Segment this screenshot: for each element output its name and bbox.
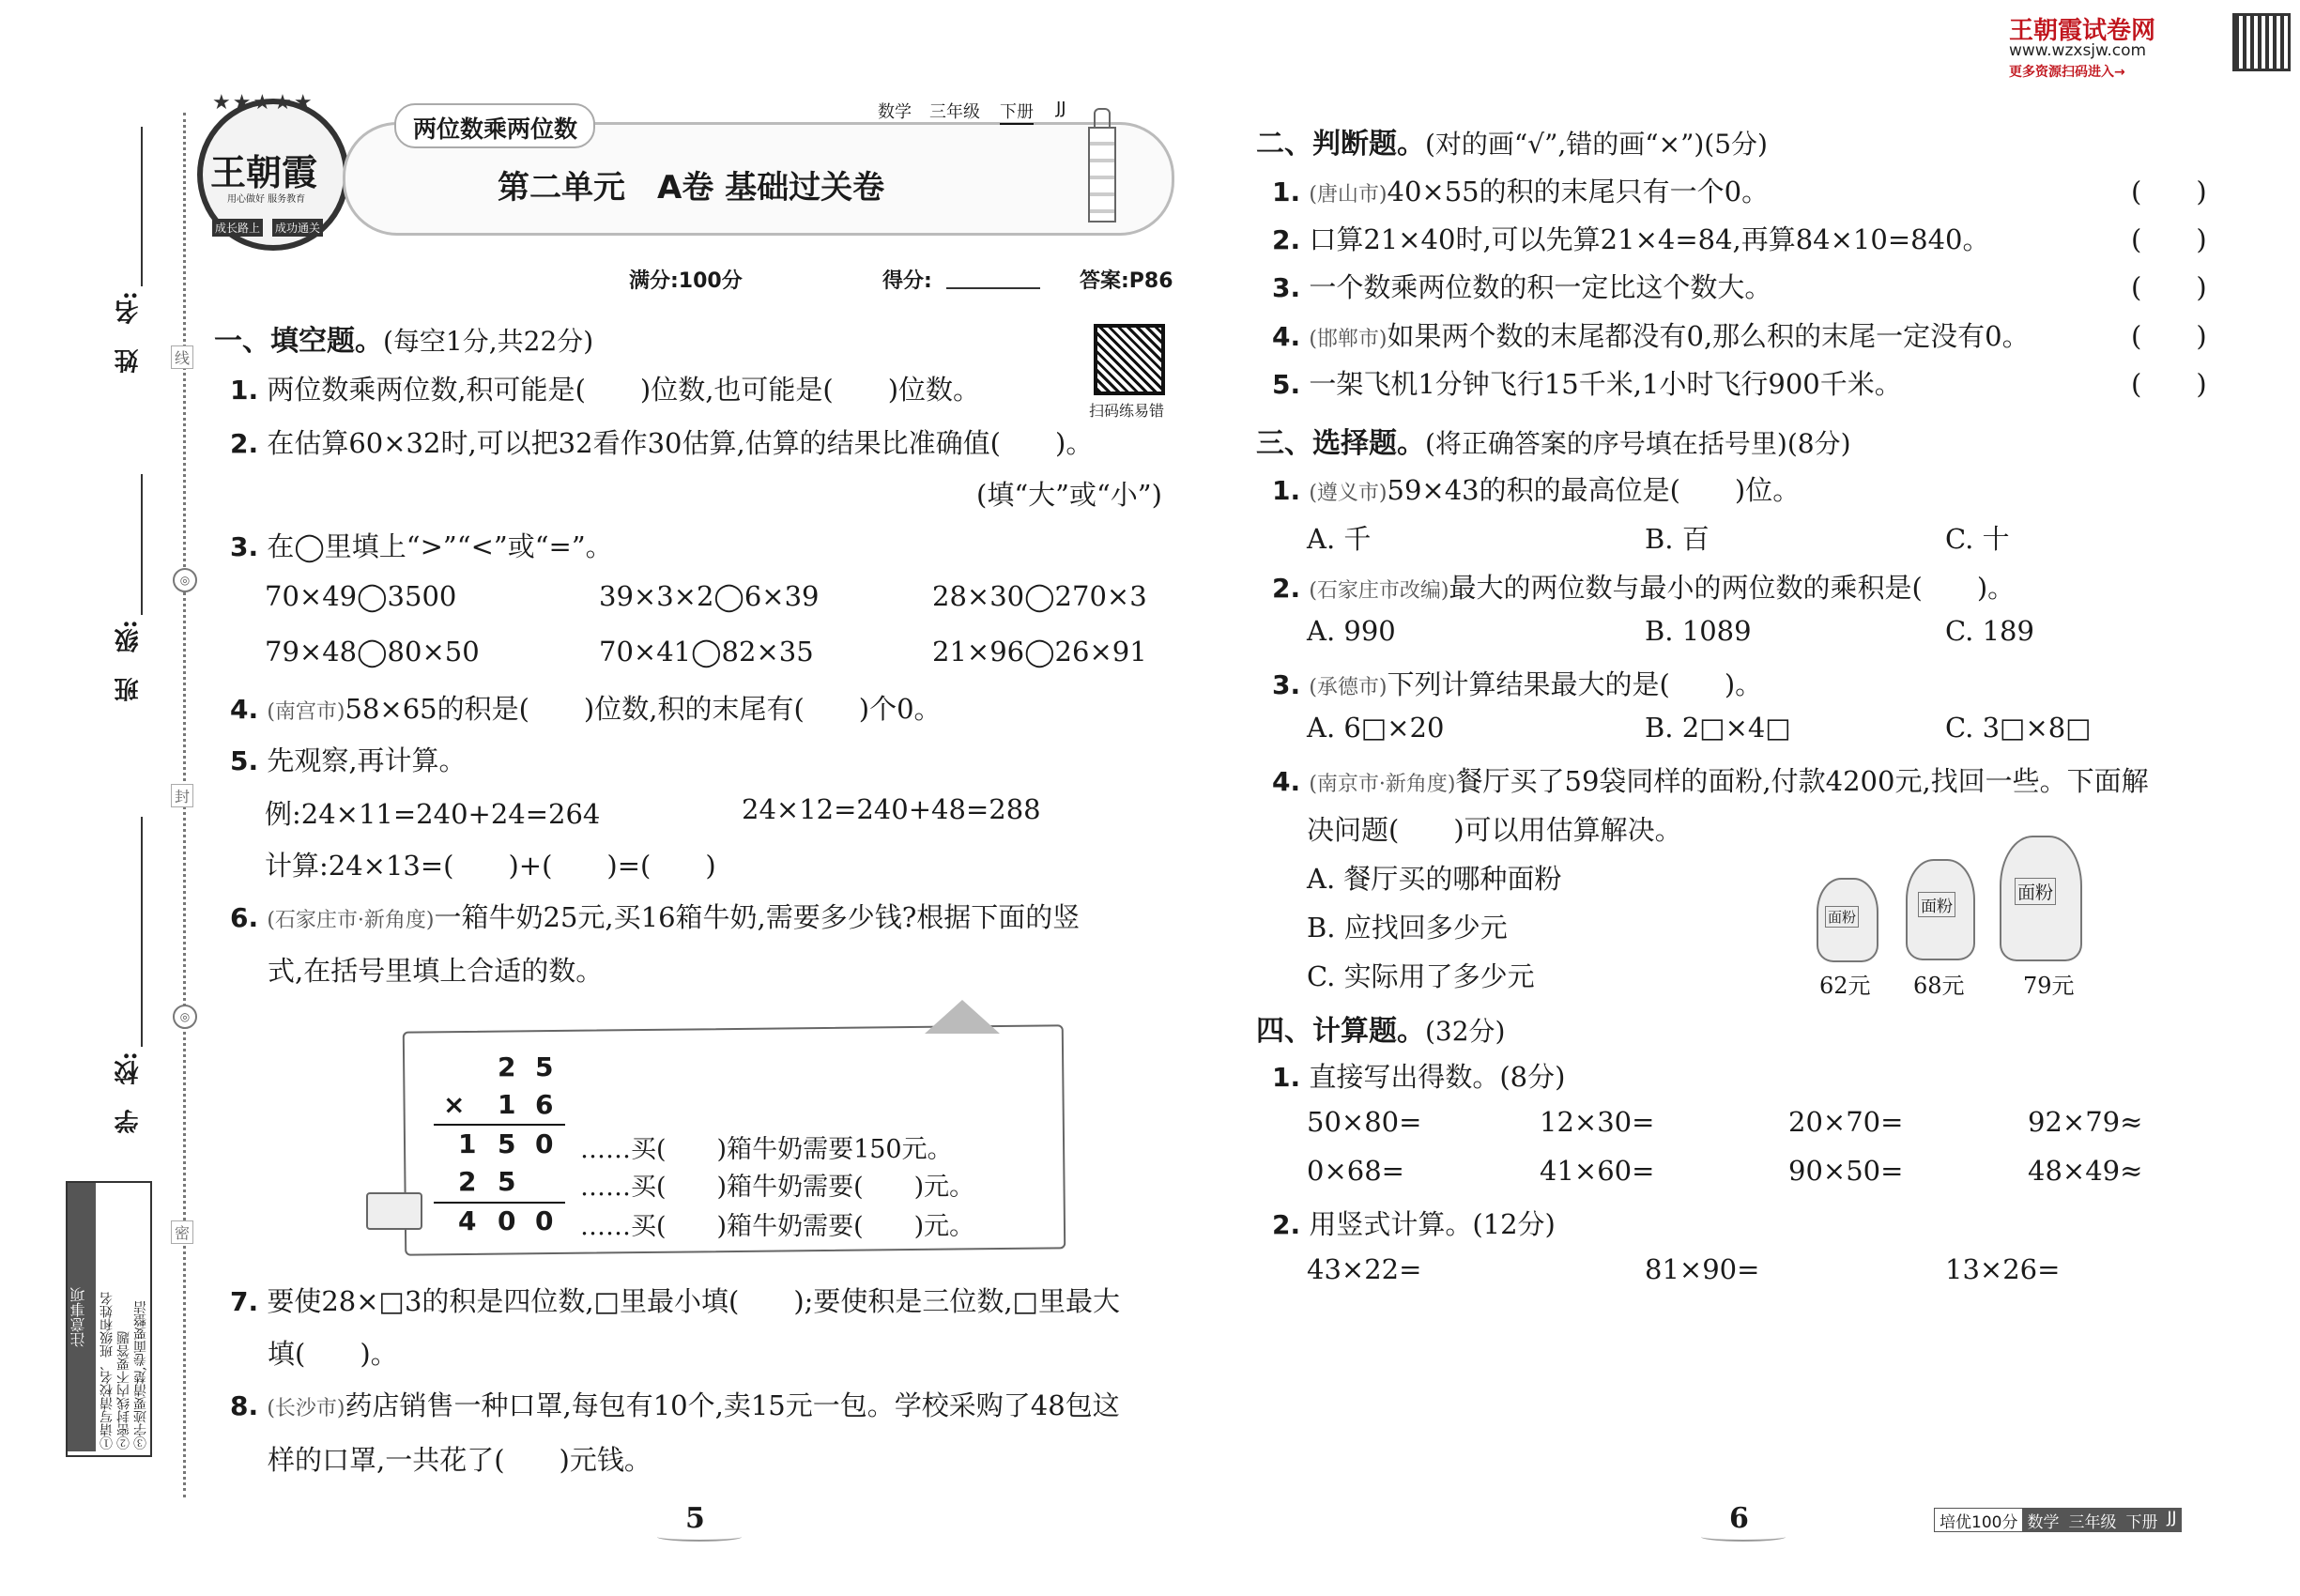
footer-grade: 三年级 [2063, 1509, 2121, 1531]
page-swoosh-icon [1701, 1532, 1786, 1542]
vcalc-r5-d3: 0 [535, 1205, 554, 1236]
question-source: (邯郸市) [1309, 328, 1388, 351]
page-number-right: 6 [1729, 1502, 1749, 1535]
option-c[interactable]: C. 实际用了多少元 [1307, 960, 1535, 992]
question-source: (南宫市) [267, 700, 345, 724]
logo-name: 王朝霞 [210, 151, 318, 193]
question-number: 4. [230, 694, 259, 725]
flour-bag-price: 62元 [1819, 973, 1871, 999]
question-text[interactable]: 最大的两位数与最小的两位数的乘积是( )。 [1449, 572, 2016, 604]
answer-paren[interactable]: ( ) [2131, 320, 2207, 352]
vcalc-r2-d1: 1 [498, 1089, 516, 1120]
answer-ref: 答案:P86 [1080, 269, 1173, 293]
question-number: 7. [230, 1286, 259, 1317]
question-number: 6. [230, 902, 259, 933]
section-note: (32分) [1425, 1016, 1506, 1047]
section-calc [1256, 1007, 1505, 1049]
judgment-5 [1272, 363, 1902, 402]
lighthouse-icon [1084, 108, 1116, 221]
calc-2 [1272, 1204, 1556, 1242]
question-number: 2. [230, 428, 259, 459]
option-b[interactable]: B. 应找回多少元 [1307, 912, 1508, 944]
meta-edition: JJ [1056, 99, 1066, 118]
compare-item[interactable]: 70×49◯3500 [265, 580, 457, 612]
section-note: (对的画“√”,错的画“×”)(5分) [1425, 129, 1768, 160]
question-text: 40×55的积的末尾只有一个0。 [1387, 176, 1770, 207]
choice-3 [1272, 664, 1762, 702]
question-number: 1. [1272, 176, 1301, 207]
question-number: 2. [1272, 224, 1301, 255]
footer-badge [1934, 1508, 2182, 1532]
judgment-4 [1272, 315, 2030, 354]
question-text[interactable]: 两位数乘两位数,积可能是( )位数,也可能是( )位数。 [267, 374, 981, 406]
question-number: 3. [230, 531, 259, 562]
option-c[interactable]: C. 十 [1945, 523, 2010, 555]
score-input-line[interactable] [946, 287, 1040, 289]
question-text: 一箱牛奶25元,买16箱牛奶,需要多少钱?根据下面的竖 [434, 901, 1081, 933]
punch-hole-icon: ◎ [173, 1005, 197, 1029]
signpost-icon [366, 1192, 422, 1230]
notice-item-3: ③字迹要清楚,卷面要整洁 [133, 1300, 148, 1450]
footer-subject: 数学 [2022, 1509, 2063, 1531]
question-text[interactable]: 58×65的积是( )位数,积的末尾有( )个0。 [345, 693, 942, 725]
option-a[interactable]: A. 千 [1307, 523, 1372, 555]
page-number-left: 5 [685, 1502, 705, 1535]
section-title: 一、填空题。 [214, 325, 383, 358]
page-swoosh-icon [657, 1532, 742, 1542]
question-text: 餐厅买了59袋同样的面粉,付款4200元,找回一些。下面解 [1455, 765, 2149, 797]
question-number: 4. [1272, 766, 1301, 797]
option-b[interactable]: B. 2□×4□ [1645, 712, 1791, 744]
question-number: 8. [230, 1390, 259, 1421]
option-b[interactable]: B. 百 [1645, 523, 1710, 555]
judgment-1 [1272, 171, 1769, 209]
oral-calc-item[interactable]: 0×68= [1307, 1155, 1404, 1187]
vcalc-r5-d1: 4 [458, 1205, 477, 1236]
question-text: 直接写出得数。(8分) [1309, 1061, 1566, 1093]
question-number: 3. [1272, 669, 1301, 700]
compare-item[interactable]: 79×48◯80×50 [265, 636, 480, 668]
question-number: 1. [230, 375, 259, 406]
brand-name: 王朝霞试卷网 [2009, 17, 2156, 45]
vcalc-r3-d3: 0 [535, 1128, 554, 1159]
vcalc-r1-d2: 5 [535, 1051, 554, 1082]
vcalc-r3-d1: 1 [458, 1128, 477, 1159]
question-source: (南京市·新角度) [1309, 773, 1456, 796]
example-2: 24×12=240+48=288 [742, 793, 1041, 825]
vcalc-r2-d2: 6 [535, 1089, 554, 1120]
question-3 [230, 526, 613, 564]
option-c[interactable]: C. 3□×8□ [1945, 712, 2092, 744]
notice-title: 注意事项 [68, 1183, 96, 1451]
choice-4 [1272, 760, 2149, 799]
option-a[interactable]: A. 990 [1307, 615, 1396, 647]
question-8-line2[interactable]: 样的口罩,一共花了( )元钱。 [268, 1444, 652, 1476]
side-school-line [141, 817, 143, 1047]
side-class-line [141, 474, 143, 615]
section-title: 二、判断题。 [1256, 128, 1425, 161]
question-text: 先观察,再计算。 [267, 744, 467, 776]
brand-block [2009, 11, 2291, 80]
question-7 [230, 1281, 1120, 1319]
judgment-2 [1272, 219, 1990, 257]
seal-mark-2: 封 [171, 784, 193, 807]
vcalc-r3-d2: 5 [498, 1128, 516, 1159]
question-5 [230, 740, 467, 778]
question-7-line2[interactable]: 填( )。 [268, 1338, 398, 1370]
question-source: (石家庄市·新角度) [267, 909, 435, 932]
seal-mark-1: 线 [171, 345, 193, 369]
compare-item[interactable]: 70×41◯82×35 [599, 636, 814, 668]
page-title: 第二单元 A卷 基础过关卷 [498, 169, 885, 207]
question-number: 1. [1272, 475, 1301, 506]
question-text: 药店销售一种口罩,每包有10个,卖15元一包。学校采购了48包这 [345, 1389, 1120, 1421]
meta-volume: 下册 [1000, 99, 1034, 125]
tent-icon [925, 1000, 1000, 1034]
logo-slogan-1: 成长路上 [212, 219, 263, 237]
question-1 [230, 369, 980, 407]
column-calc-item[interactable]: 43×22= [1307, 1253, 1422, 1285]
section-note: (将正确答案的序号填在括号里)(8分) [1425, 428, 1851, 459]
option-a[interactable]: A. 6□×20 [1307, 712, 1445, 744]
calc-1 [1272, 1056, 1565, 1095]
brand-qr-icon[interactable] [2232, 13, 2291, 71]
vcalc-rule-2 [434, 1202, 565, 1204]
compare-item[interactable]: 21×96◯26×91 [932, 636, 1147, 668]
question-text: 在◯里填上“>”“<”或“=”。 [267, 530, 613, 562]
side-school-label: 学 校: [115, 1051, 143, 1134]
answer-paren[interactable]: ( ) [2131, 271, 2207, 303]
oral-calc-item[interactable]: 50×80= [1307, 1106, 1422, 1138]
question-text: 如果两个数的末尾都没有0,那么积的末尾一定没有0。 [1387, 320, 2030, 352]
column-calc-item[interactable]: 81×90= [1645, 1253, 1760, 1285]
seal-mark-3: 密 [171, 1220, 193, 1244]
brand-hint: 更多资源扫码进入→ [2009, 65, 2125, 80]
oral-calc-item[interactable]: 41×60= [1540, 1155, 1655, 1187]
section-fill-blank [214, 317, 593, 359]
logo-badge [197, 91, 349, 251]
question-2-hint: (填“大”或“小”) [976, 479, 1162, 511]
oral-calc-item[interactable]: 20×70= [1788, 1106, 1904, 1138]
question-6-line2: 式,在括号里填上合适的数。 [268, 955, 604, 987]
question-source: (石家庄市改编) [1309, 579, 1449, 603]
footer-series: 培优100分 [1935, 1509, 2022, 1531]
judgment-3 [1272, 267, 1771, 305]
topic-label: 两位数乘两位数 [413, 115, 578, 143]
question-number: 2. [1272, 573, 1301, 604]
meta-subject: 数学 [878, 102, 912, 122]
logo-slogan-2: 成功通关 [272, 219, 323, 237]
vcalc-r4-d1: 2 [458, 1166, 477, 1197]
footer-volume: 下册 [2121, 1509, 2162, 1531]
oral-calc-item[interactable]: 12×30= [1540, 1106, 1655, 1138]
section-judgment [1256, 120, 1768, 161]
question-text[interactable]: 下列计算结果最大的是( )。 [1387, 668, 1763, 700]
question-text: 口算21×40时,可以先算21×4=84,再算84×10=840。 [1309, 223, 1990, 255]
question-text[interactable]: 59×43的积的最高位是( )位。 [1387, 474, 1801, 506]
answer-paren[interactable]: ( ) [2131, 176, 2207, 207]
choice-4-line2[interactable]: 决问题( )可以用估算解决。 [1307, 814, 1682, 846]
compare-item[interactable]: 39×3×2◯6×39 [599, 580, 820, 612]
meta-grade: 三年级 [929, 102, 980, 122]
side-class-label: 班 级: [115, 620, 143, 702]
question-number: 2. [1272, 1209, 1301, 1240]
column-calc-item[interactable]: 13×26= [1945, 1253, 2061, 1285]
vcalc-r4-d2: 5 [498, 1166, 516, 1197]
question-source: (承德市) [1309, 676, 1388, 699]
question-4 [230, 688, 942, 727]
example-1: 例:24×11=240+24=264 [265, 798, 601, 830]
vcalc-note-2[interactable]: ……买( )箱牛奶需要( )元。 [580, 1173, 975, 1202]
question-source: (长沙市) [267, 1397, 345, 1420]
question-text[interactable]: 在估算60×32时,可以把32看作30估算,估算的结果比准确值( )。 [267, 427, 1094, 459]
notice-item-1: ①请写清校名、班级和姓名 [100, 1292, 115, 1450]
logo-stars-icon: ★★★★★ [212, 91, 314, 115]
full-score: 满分:100分 [629, 269, 743, 293]
flour-bag-label: 面粉 [2015, 878, 2056, 905]
question-6 [230, 897, 1080, 935]
calc-line[interactable]: 计算:24×13=( )+( )=( ) [265, 850, 716, 882]
question-number: 5. [230, 745, 259, 776]
question-number: 4. [1272, 321, 1301, 352]
section-title: 四、计算题。 [1256, 1015, 1425, 1048]
oral-calc-item[interactable]: 48×49≈ [2028, 1155, 2143, 1187]
flour-bag-price: 68元 [1913, 973, 1965, 999]
flour-bag-label: 面粉 [1825, 906, 1859, 928]
flour-bag-price: 79元 [2023, 973, 2075, 999]
footer-edition: JJ [2162, 1509, 2181, 1531]
vcalc-rule-1 [434, 1124, 565, 1126]
section-note: (每空1分,共22分) [383, 326, 594, 357]
answer-paren[interactable]: ( ) [2131, 223, 2207, 255]
vcalc-r5-d2: 0 [498, 1205, 516, 1236]
question-number: 5. [1272, 369, 1301, 400]
option-b[interactable]: B. 1089 [1645, 615, 1752, 647]
score-label: 得分: [882, 269, 932, 293]
section-title: 三、选择题。 [1256, 427, 1425, 460]
qr-code-icon[interactable] [1094, 324, 1165, 395]
option-a[interactable]: A. 餐厅买的哪种面粉 [1307, 863, 1562, 895]
logo-small-text: 用心做好 服务教育 [227, 194, 306, 205]
compare-item[interactable]: 28×30◯270×3 [932, 580, 1147, 612]
question-8 [230, 1385, 1120, 1423]
flour-bag-label: 面粉 [1918, 892, 1955, 917]
brand-url[interactable]: www.wzxsjw.com [2009, 41, 2147, 60]
question-text: 用竖式计算。(12分) [1309, 1208, 1556, 1240]
question-source: (唐山市) [1309, 183, 1388, 207]
vcalc-note-3[interactable]: ……买( )箱牛奶需要( )元。 [580, 1212, 975, 1241]
answer-paren[interactable]: ( ) [2131, 368, 2207, 400]
question-text[interactable]: 要使28×□3的积是四位数,□里最小填( );要使积是三位数,□里最大 [267, 1285, 1121, 1317]
side-name-line [141, 127, 143, 286]
choice-2 [1272, 567, 2015, 606]
section-choice [1256, 420, 1851, 461]
oral-calc-item[interactable]: 90×50= [1788, 1155, 1904, 1187]
question-text: 一架飞机1分钟飞行15千米,1小时飞行900千米。 [1309, 368, 1902, 400]
vcalc-r1-d1: 2 [498, 1051, 516, 1082]
question-number: 3. [1272, 272, 1301, 303]
question-number: 1. [1272, 1062, 1301, 1093]
punch-hole-icon: ◎ [173, 568, 197, 592]
question-2 [230, 422, 1093, 461]
side-name-label: 姓 名: [115, 291, 143, 374]
oral-calc-item[interactable]: 92×79≈ [2028, 1106, 2143, 1138]
question-text: 一个数乘两位数的积一定比这个数大。 [1309, 271, 1772, 303]
option-c[interactable]: C. 189 [1945, 615, 2034, 647]
question-source: (遵义市) [1309, 482, 1388, 505]
choice-1 [1272, 469, 1800, 508]
qr-label: 扫码练易错 [1089, 402, 1165, 420]
vcalc-note-1[interactable]: ……买( )箱牛奶需要150元。 [580, 1135, 953, 1164]
notice-item-2: ②密封线内不要答题 [116, 1331, 131, 1450]
vcalc-r2-op: × [443, 1089, 466, 1120]
